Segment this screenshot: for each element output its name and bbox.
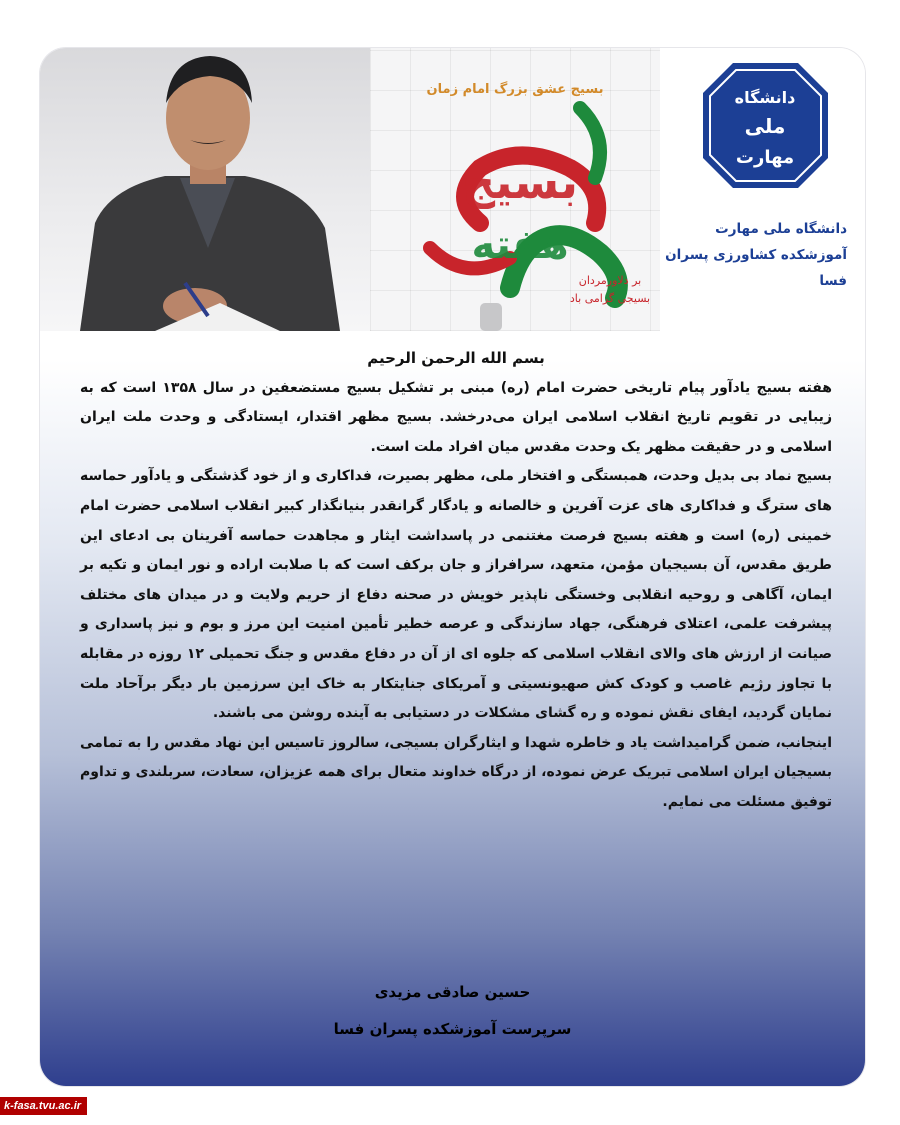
bismillah: بسم الله الرحمن الرحیم <box>367 349 545 367</box>
header-banner <box>40 48 865 331</box>
letter-paragraph-1: هفته بسیج یادآور پیام تاریخی حضرت امام (ره) مبنی بر تشکیل بسیج مستضعفین در سال ۱۳۵۸ است که به زیبایی در تقویم تاریخ انقلاب اسلامی ایران می‌درخشد. بسیج مظهر اقتدار، ایستادگی و وحدت ملت ایران اسلامی و در حقیقت مظهر یک وحدت مقدس میان افراد ملت است. <box>80 379 832 455</box>
poster-word-basij: بسیج <box>461 155 579 209</box>
poster-top-line: بسیج عشق بزرگ امام زمان <box>426 82 604 97</box>
signer-title: سرپرست آموزشکده پسران فسا <box>333 1020 572 1038</box>
logo-text-top: دانشگاه <box>734 88 796 107</box>
letter-body <box>80 344 832 818</box>
poster-bottom-line-1: بر دلاورمردان <box>578 274 642 287</box>
poster-bottom-line-2: بسیجی گرامی باد <box>569 292 651 305</box>
university-name: دانشگاه ملی مهارت <box>715 221 847 237</box>
university-branding <box>660 48 865 331</box>
site-url-link[interactable]: k-fasa.tvu.ac.ir <box>0 1097 87 1115</box>
university-name-block <box>647 216 847 294</box>
signer-name: حسین صادقی مزیدی <box>374 983 531 1001</box>
logo-text-bottom: مهارت <box>735 147 795 168</box>
basij-week-poster <box>370 48 660 331</box>
letter-paragraph-2: بسیج نماد بی بدیل وحدت، همبستگی و افتخار ملی، مظهر بصیرت، فداکاری و از خود گذشتگی و یادآور حماسه های سترگ و فداکاری های عزت آفرین و خالصانه و یادگار گرانقدر بنیانگذار کبیر انقلاب اسلامی حضرت امام خمینی (ره) است و هفته بسیج فرصت مغتنمی در پاسداشت ایثار و مجاهدت حماسه آفرینان بی ادعای این طریق مقدس، آن بسیجیان مؤمن، متعهد، سرافراز و جان برکف است که با صلابت اراده و نور ایمان و تکیه بر ایمان، آگاهی و روحیه انقلابی وخستگی ناپذیر خویش در صحنه دفاع از حریم ولایت و در میدان های مختلف پیشرفت علمی، اعتلای فرهنگی، جهاد سازندگی و عرصه خطیر تأمین امنیت این مرز و بوم و نیز پاسداری و صیانت از ارزش های والای انقلاب اسلامی که جلوه ای از آن در دفاع مقدس و جنگ تحمیلی ۱۲ روزه در مقابله با تجاوز رژیم غاصب و کودک کش صهیونسیتی و آمریکای جنایتکار به خاک این سرزمین بار دیگر برآحاد ملت نمایان گردید، ایفای نقش نموده و ره گشای مشکلات در دستیابی به آینده روشن می باشند. <box>80 468 833 722</box>
university-logo <box>703 63 828 188</box>
announcement-card <box>40 48 865 1086</box>
logo-text-mid: ملی <box>744 114 786 138</box>
poster-word-hafteh: هفته <box>471 222 569 268</box>
college-name: آموزشکده کشاورزی پسران فسا <box>665 247 847 289</box>
signer-photo <box>40 48 370 331</box>
letter-paragraph-3: اینجانب، ضمن گرامیداشت یاد و خاطره شهدا و ایثارگران بسیجی، سالروز تاسیس این نهاد مقدس را به تمامی بسیجیان ایران اسلامی تبریک عرض نموده، از درگاه خداوند متعال برای همه عزیزان، سعادت، سربلندی و تداوم توفیق مسئلت می نمایم. <box>80 734 832 810</box>
